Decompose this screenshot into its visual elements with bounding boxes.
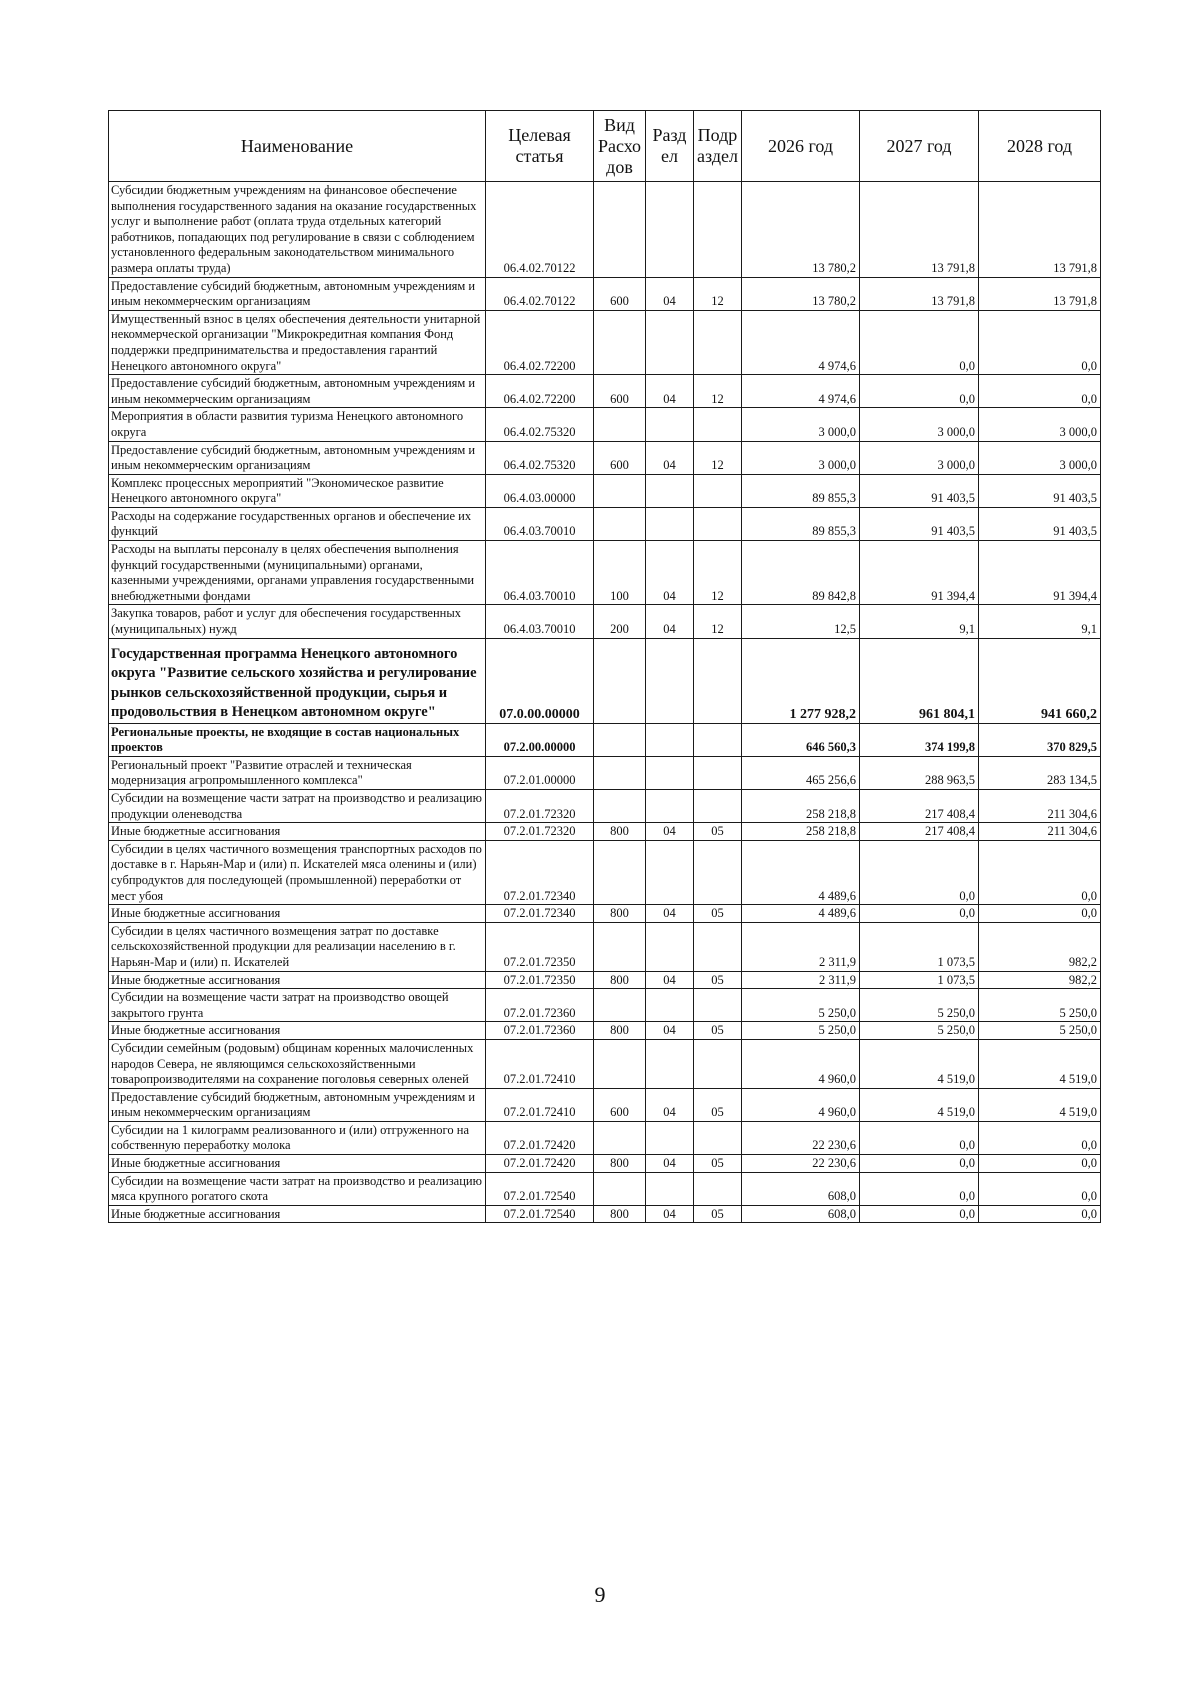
table-row <box>109 441 1101 474</box>
table-row <box>109 1088 1101 1121</box>
cell-subsection: 05 <box>694 1155 742 1173</box>
table-row <box>109 474 1101 507</box>
cell-year-2027: 4 519,0 <box>860 1039 979 1088</box>
cell-subsection <box>694 1039 742 1088</box>
cell-expense-type: 800 <box>594 905 646 923</box>
cell-name: Предоставление субсидий бюджетным, автономным учреждениям и иным некоммерческим организациям <box>109 441 486 474</box>
table-row <box>109 1172 1101 1205</box>
cell-section <box>646 1172 694 1205</box>
cell-year-2027: 1 073,5 <box>860 971 979 989</box>
table-row <box>109 905 1101 923</box>
cell-year-2028: 0,0 <box>979 1155 1101 1173</box>
budget-table <box>108 110 1101 1223</box>
cell-subsection: 12 <box>694 375 742 408</box>
cell-section <box>646 310 694 374</box>
cell-expense-type: 100 <box>594 541 646 605</box>
cell-target-article: 07.2.01.72540 <box>486 1172 594 1205</box>
cell-subsection <box>694 1172 742 1205</box>
cell-year-2027: 0,0 <box>860 310 979 374</box>
cell-year-2026: 2 311,9 <box>742 971 860 989</box>
cell-name: Имущественный взнос в целях обеспечения деятельности унитарной некоммерческой организации "Микрокредитная компания Фонд поддержки предпринимательства и предоставления гарантий Ненецкого автономного округа" <box>109 310 486 374</box>
table-row <box>109 1022 1101 1040</box>
cell-year-2026: 22 230,6 <box>742 1121 860 1154</box>
table-row <box>109 408 1101 441</box>
cell-name: Субсидии на возмещение части затрат на производство овощей закрытого грунта <box>109 989 486 1022</box>
cell-target-article: 07.2.01.72410 <box>486 1039 594 1088</box>
cell-expense-type <box>594 638 646 723</box>
cell-target-article: 06.4.02.70122 <box>486 277 594 310</box>
cell-name: Предоставление субсидий бюджетным, автономным учреждениям и иным некоммерческим организациям <box>109 277 486 310</box>
cell-expense-type <box>594 922 646 971</box>
cell-expense-type <box>594 840 646 904</box>
cell-year-2027: 5 250,0 <box>860 1022 979 1040</box>
cell-expense-type <box>594 1172 646 1205</box>
cell-name: Региональный проект "Развитие отраслей и техническая модернизация агропромышленного комплекса" <box>109 756 486 789</box>
header-name: Наименование <box>109 111 486 182</box>
cell-name: Закупка товаров, работ и услуг для обеспечения государственных (муниципальных) нужд <box>109 605 486 638</box>
header-year-2027: 2027 год <box>860 111 979 182</box>
cell-target-article: 06.4.02.70122 <box>486 182 594 278</box>
cell-section <box>646 1039 694 1088</box>
cell-year-2028: 4 519,0 <box>979 1039 1101 1088</box>
cell-target-article: 06.4.02.72200 <box>486 310 594 374</box>
cell-name: Расходы на содержание государственных органов и обеспечение их функций <box>109 507 486 540</box>
cell-year-2028: 982,2 <box>979 971 1101 989</box>
cell-subsection <box>694 408 742 441</box>
cell-name: Иные бюджетные ассигнования <box>109 1022 486 1040</box>
table-header-row <box>109 111 1101 182</box>
cell-target-article: 06.4.02.72200 <box>486 375 594 408</box>
cell-name: Мероприятия в области развития туризма Ненецкого автономного округа <box>109 408 486 441</box>
table-row <box>109 823 1101 841</box>
cell-section <box>646 922 694 971</box>
cell-year-2026: 608,0 <box>742 1172 860 1205</box>
cell-subsection <box>694 922 742 971</box>
table-row <box>109 790 1101 823</box>
cell-target-article: 07.0.00.00000 <box>486 638 594 723</box>
cell-year-2026: 3 000,0 <box>742 441 860 474</box>
cell-year-2028: 211 304,6 <box>979 823 1101 841</box>
cell-name: Иные бюджетные ассигнования <box>109 823 486 841</box>
cell-name: Субсидии на возмещение части затрат на производство и реализацию продукции оленеводства <box>109 790 486 823</box>
cell-name: Иные бюджетные ассигнования <box>109 1155 486 1173</box>
cell-name: Комплекс процессных мероприятий "Экономическое развитие Ненецкого автономного округа" <box>109 474 486 507</box>
cell-section <box>646 840 694 904</box>
cell-year-2026: 89 855,3 <box>742 474 860 507</box>
cell-section: 04 <box>646 375 694 408</box>
table-row <box>109 1121 1101 1154</box>
cell-expense-type: 800 <box>594 1205 646 1223</box>
cell-subsection: 12 <box>694 605 742 638</box>
cell-subsection <box>694 989 742 1022</box>
cell-subsection: 05 <box>694 1088 742 1121</box>
cell-year-2027: 217 408,4 <box>860 790 979 823</box>
cell-target-article: 07.2.01.72350 <box>486 922 594 971</box>
table-row <box>109 541 1101 605</box>
header-expense-type: Вид Расхо дов <box>594 111 646 182</box>
cell-target-article: 07.2.01.72420 <box>486 1121 594 1154</box>
table-row <box>109 756 1101 789</box>
cell-section <box>646 408 694 441</box>
cell-target-article: 07.2.01.72410 <box>486 1088 594 1121</box>
cell-subsection <box>694 1121 742 1154</box>
cell-year-2027: 91 403,5 <box>860 507 979 540</box>
cell-expense-type: 800 <box>594 1155 646 1173</box>
cell-target-article: 07.2.01.72340 <box>486 840 594 904</box>
table-row <box>109 182 1101 278</box>
cell-section <box>646 790 694 823</box>
cell-year-2026: 646 560,3 <box>742 723 860 756</box>
cell-year-2028: 0,0 <box>979 375 1101 408</box>
cell-year-2027: 0,0 <box>860 840 979 904</box>
cell-section <box>646 723 694 756</box>
cell-year-2026: 4 489,6 <box>742 905 860 923</box>
cell-year-2028: 0,0 <box>979 1121 1101 1154</box>
cell-target-article: 06.4.03.70010 <box>486 541 594 605</box>
cell-expense-type <box>594 310 646 374</box>
cell-year-2027: 3 000,0 <box>860 441 979 474</box>
cell-year-2027: 3 000,0 <box>860 408 979 441</box>
cell-year-2027: 13 791,8 <box>860 277 979 310</box>
cell-year-2026: 3 000,0 <box>742 408 860 441</box>
header-year-2028: 2028 год <box>979 111 1101 182</box>
cell-year-2026: 465 256,6 <box>742 756 860 789</box>
cell-year-2027: 0,0 <box>860 375 979 408</box>
cell-expense-type: 600 <box>594 277 646 310</box>
cell-year-2027: 1 073,5 <box>860 922 979 971</box>
cell-year-2026: 4 489,6 <box>742 840 860 904</box>
cell-target-article: 06.4.03.00000 <box>486 474 594 507</box>
cell-target-article: 07.2.01.00000 <box>486 756 594 789</box>
cell-expense-type <box>594 1121 646 1154</box>
table-row <box>109 507 1101 540</box>
cell-year-2026: 89 842,8 <box>742 541 860 605</box>
cell-section <box>646 638 694 723</box>
cell-year-2028: 4 519,0 <box>979 1088 1101 1121</box>
cell-expense-type <box>594 723 646 756</box>
cell-year-2026: 5 250,0 <box>742 989 860 1022</box>
cell-year-2028: 211 304,6 <box>979 790 1101 823</box>
cell-expense-type: 600 <box>594 1088 646 1121</box>
cell-expense-type: 800 <box>594 1022 646 1040</box>
cell-year-2028: 0,0 <box>979 1205 1101 1223</box>
cell-year-2027: 0,0 <box>860 905 979 923</box>
cell-subsection <box>694 840 742 904</box>
cell-year-2028: 982,2 <box>979 922 1101 971</box>
cell-year-2027: 0,0 <box>860 1155 979 1173</box>
cell-target-article: 06.4.03.70010 <box>486 507 594 540</box>
cell-section: 04 <box>646 1088 694 1121</box>
table-row <box>109 1205 1101 1223</box>
table-row <box>109 638 1101 723</box>
cell-year-2027: 0,0 <box>860 1205 979 1223</box>
cell-target-article: 07.2.01.72360 <box>486 1022 594 1040</box>
cell-year-2026: 5 250,0 <box>742 1022 860 1040</box>
cell-name: Иные бюджетные ассигнования <box>109 905 486 923</box>
cell-expense-type: 600 <box>594 441 646 474</box>
cell-subsection: 05 <box>694 1205 742 1223</box>
cell-subsection: 12 <box>694 441 742 474</box>
cell-year-2028: 0,0 <box>979 1172 1101 1205</box>
cell-subsection <box>694 474 742 507</box>
header-subsection: Подр аздел <box>694 111 742 182</box>
cell-section: 04 <box>646 1022 694 1040</box>
cell-section <box>646 989 694 1022</box>
cell-name: Субсидии бюджетным учреждениям на финансовое обеспечение выполнения государственного задания на оказание государственных услуг и выполнение работ (оплата труда отдельных категорий работников, попадающих под регулирование в связи с соблюдением установленного федеральным законодательством минимального размера оплаты труда) <box>109 182 486 278</box>
cell-subsection <box>694 756 742 789</box>
table-row <box>109 310 1101 374</box>
cell-target-article: 07.2.01.72420 <box>486 1155 594 1173</box>
cell-year-2028: 0,0 <box>979 310 1101 374</box>
cell-expense-type <box>594 507 646 540</box>
cell-section <box>646 756 694 789</box>
cell-year-2028: 13 791,8 <box>979 277 1101 310</box>
cell-year-2027: 0,0 <box>860 1172 979 1205</box>
cell-name: Иные бюджетные ассигнования <box>109 971 486 989</box>
cell-year-2027: 288 963,5 <box>860 756 979 789</box>
cell-name: Предоставление субсидий бюджетным, автономным учреждениям и иным некоммерческим организациям <box>109 1088 486 1121</box>
table-row <box>109 375 1101 408</box>
cell-subsection: 05 <box>694 823 742 841</box>
cell-year-2028: 283 134,5 <box>979 756 1101 789</box>
cell-year-2027: 13 791,8 <box>860 182 979 278</box>
cell-year-2026: 258 218,8 <box>742 823 860 841</box>
cell-year-2027: 0,0 <box>860 1121 979 1154</box>
cell-target-article: 07.2.01.72320 <box>486 823 594 841</box>
cell-section: 04 <box>646 1155 694 1173</box>
cell-year-2028: 3 000,0 <box>979 408 1101 441</box>
table-row <box>109 840 1101 904</box>
cell-target-article: 07.2.01.72320 <box>486 790 594 823</box>
cell-year-2028: 5 250,0 <box>979 989 1101 1022</box>
cell-expense-type: 200 <box>594 605 646 638</box>
cell-section: 04 <box>646 971 694 989</box>
cell-target-article: 07.2.00.00000 <box>486 723 594 756</box>
cell-name: Расходы на выплаты персоналу в целях обеспечения выполнения функций государственными (муниципальными) органами, казенными учреждениями, органами управления государственными внебюджетными фондами <box>109 541 486 605</box>
cell-year-2028: 0,0 <box>979 905 1101 923</box>
cell-year-2026: 22 230,6 <box>742 1155 860 1173</box>
cell-name: Государственная программа Ненецкого автономного округа "Развитие сельского хозяйства и регулирование рынков сельскохозяйственной продукции, сырья и продовольствия в Ненецком автономном округе" <box>109 638 486 723</box>
cell-target-article: 07.2.01.72340 <box>486 905 594 923</box>
cell-section: 04 <box>646 905 694 923</box>
cell-expense-type <box>594 1039 646 1088</box>
cell-target-article: 06.4.02.75320 <box>486 408 594 441</box>
cell-year-2027: 5 250,0 <box>860 989 979 1022</box>
cell-year-2026: 258 218,8 <box>742 790 860 823</box>
cell-subsection: 12 <box>694 541 742 605</box>
cell-year-2028: 91 403,5 <box>979 474 1101 507</box>
table-row <box>109 922 1101 971</box>
cell-expense-type: 800 <box>594 823 646 841</box>
cell-year-2028: 3 000,0 <box>979 441 1101 474</box>
cell-subsection <box>694 182 742 278</box>
cell-year-2028: 370 829,5 <box>979 723 1101 756</box>
cell-year-2027: 961 804,1 <box>860 638 979 723</box>
cell-expense-type <box>594 989 646 1022</box>
cell-name: Предоставление субсидий бюджетным, автономным учреждениям и иным некоммерческим организациям <box>109 375 486 408</box>
cell-subsection <box>694 310 742 374</box>
cell-subsection <box>694 790 742 823</box>
cell-year-2026: 608,0 <box>742 1205 860 1223</box>
cell-name: Субсидии в целях частичного возмещения затрат по доставке сельскохозяйственной продукции для реализации населению в г. Нарьян-Мар и (или) п. Искателей <box>109 922 486 971</box>
cell-year-2027: 217 408,4 <box>860 823 979 841</box>
header-target-article: Целевая статья <box>486 111 594 182</box>
cell-expense-type: 600 <box>594 375 646 408</box>
cell-section: 04 <box>646 1205 694 1223</box>
table-body <box>109 182 1101 1223</box>
table-row <box>109 605 1101 638</box>
cell-subsection: 05 <box>694 971 742 989</box>
cell-subsection <box>694 638 742 723</box>
cell-subsection <box>694 723 742 756</box>
cell-year-2027: 4 519,0 <box>860 1088 979 1121</box>
cell-year-2026: 12,5 <box>742 605 860 638</box>
cell-year-2028: 941 660,2 <box>979 638 1101 723</box>
cell-year-2026: 13 780,2 <box>742 277 860 310</box>
cell-subsection <box>694 507 742 540</box>
table-row <box>109 723 1101 756</box>
table-row <box>109 1155 1101 1173</box>
budget-table-container <box>108 110 1101 1223</box>
cell-subsection: 05 <box>694 905 742 923</box>
cell-year-2026: 1 277 928,2 <box>742 638 860 723</box>
cell-year-2027: 374 199,8 <box>860 723 979 756</box>
cell-section: 04 <box>646 605 694 638</box>
cell-section: 04 <box>646 823 694 841</box>
cell-section <box>646 507 694 540</box>
cell-year-2028: 0,0 <box>979 840 1101 904</box>
cell-section <box>646 182 694 278</box>
cell-year-2026: 2 311,9 <box>742 922 860 971</box>
cell-section <box>646 1121 694 1154</box>
cell-year-2026: 13 780,2 <box>742 182 860 278</box>
cell-name: Субсидии семейным (родовым) общинам коренных малочисленных народов Севера, не являющимся сельскохозяйственными товаропроизводителями на сохранение поголовья северных оленей <box>109 1039 486 1088</box>
cell-expense-type <box>594 474 646 507</box>
cell-target-article: 07.2.01.72350 <box>486 971 594 989</box>
cell-name: Субсидии на 1 килограмм реализованного и (или) отгруженного на собственную переработку молока <box>109 1121 486 1154</box>
cell-name: Иные бюджетные ассигнования <box>109 1205 486 1223</box>
cell-year-2027: 91 403,5 <box>860 474 979 507</box>
cell-expense-type <box>594 408 646 441</box>
table-row <box>109 989 1101 1022</box>
cell-year-2026: 89 855,3 <box>742 507 860 540</box>
cell-subsection: 12 <box>694 277 742 310</box>
cell-year-2028: 91 394,4 <box>979 541 1101 605</box>
cell-section: 04 <box>646 277 694 310</box>
cell-name: Региональные проекты, не входящие в состав национальных проектов <box>109 723 486 756</box>
cell-name: Субсидии в целях частичного возмещения транспортных расходов по доставке в г. Нарьян-Мар и (или) п. Искателей мяса оленины и (или) субпродуктов для последующей (промышленной) переработки от мест убоя <box>109 840 486 904</box>
cell-year-2026: 4 960,0 <box>742 1039 860 1088</box>
cell-target-article: 07.2.01.72360 <box>486 989 594 1022</box>
cell-subsection: 05 <box>694 1022 742 1040</box>
cell-year-2028: 13 791,8 <box>979 182 1101 278</box>
cell-expense-type <box>594 790 646 823</box>
header-section: Разд ел <box>646 111 694 182</box>
cell-expense-type <box>594 756 646 789</box>
cell-year-2026: 4 974,6 <box>742 310 860 374</box>
cell-year-2027: 91 394,4 <box>860 541 979 605</box>
table-row <box>109 971 1101 989</box>
header-year-2026: 2026 год <box>742 111 860 182</box>
cell-section: 04 <box>646 541 694 605</box>
table-row <box>109 1039 1101 1088</box>
cell-target-article: 06.4.02.75320 <box>486 441 594 474</box>
table-row <box>109 277 1101 310</box>
cell-target-article: 06.4.03.70010 <box>486 605 594 638</box>
cell-year-2027: 9,1 <box>860 605 979 638</box>
cell-section: 04 <box>646 441 694 474</box>
cell-section <box>646 474 694 507</box>
cell-year-2028: 9,1 <box>979 605 1101 638</box>
cell-expense-type: 800 <box>594 971 646 989</box>
cell-year-2026: 4 974,6 <box>742 375 860 408</box>
cell-year-2026: 4 960,0 <box>742 1088 860 1121</box>
cell-year-2028: 5 250,0 <box>979 1022 1101 1040</box>
cell-name: Субсидии на возмещение части затрат на производство и реализацию мяса крупного рогатого скота <box>109 1172 486 1205</box>
cell-expense-type <box>594 182 646 278</box>
page-number: 9 <box>594 1582 606 1607</box>
cell-target-article: 07.2.01.72540 <box>486 1205 594 1223</box>
cell-year-2028: 91 403,5 <box>979 507 1101 540</box>
